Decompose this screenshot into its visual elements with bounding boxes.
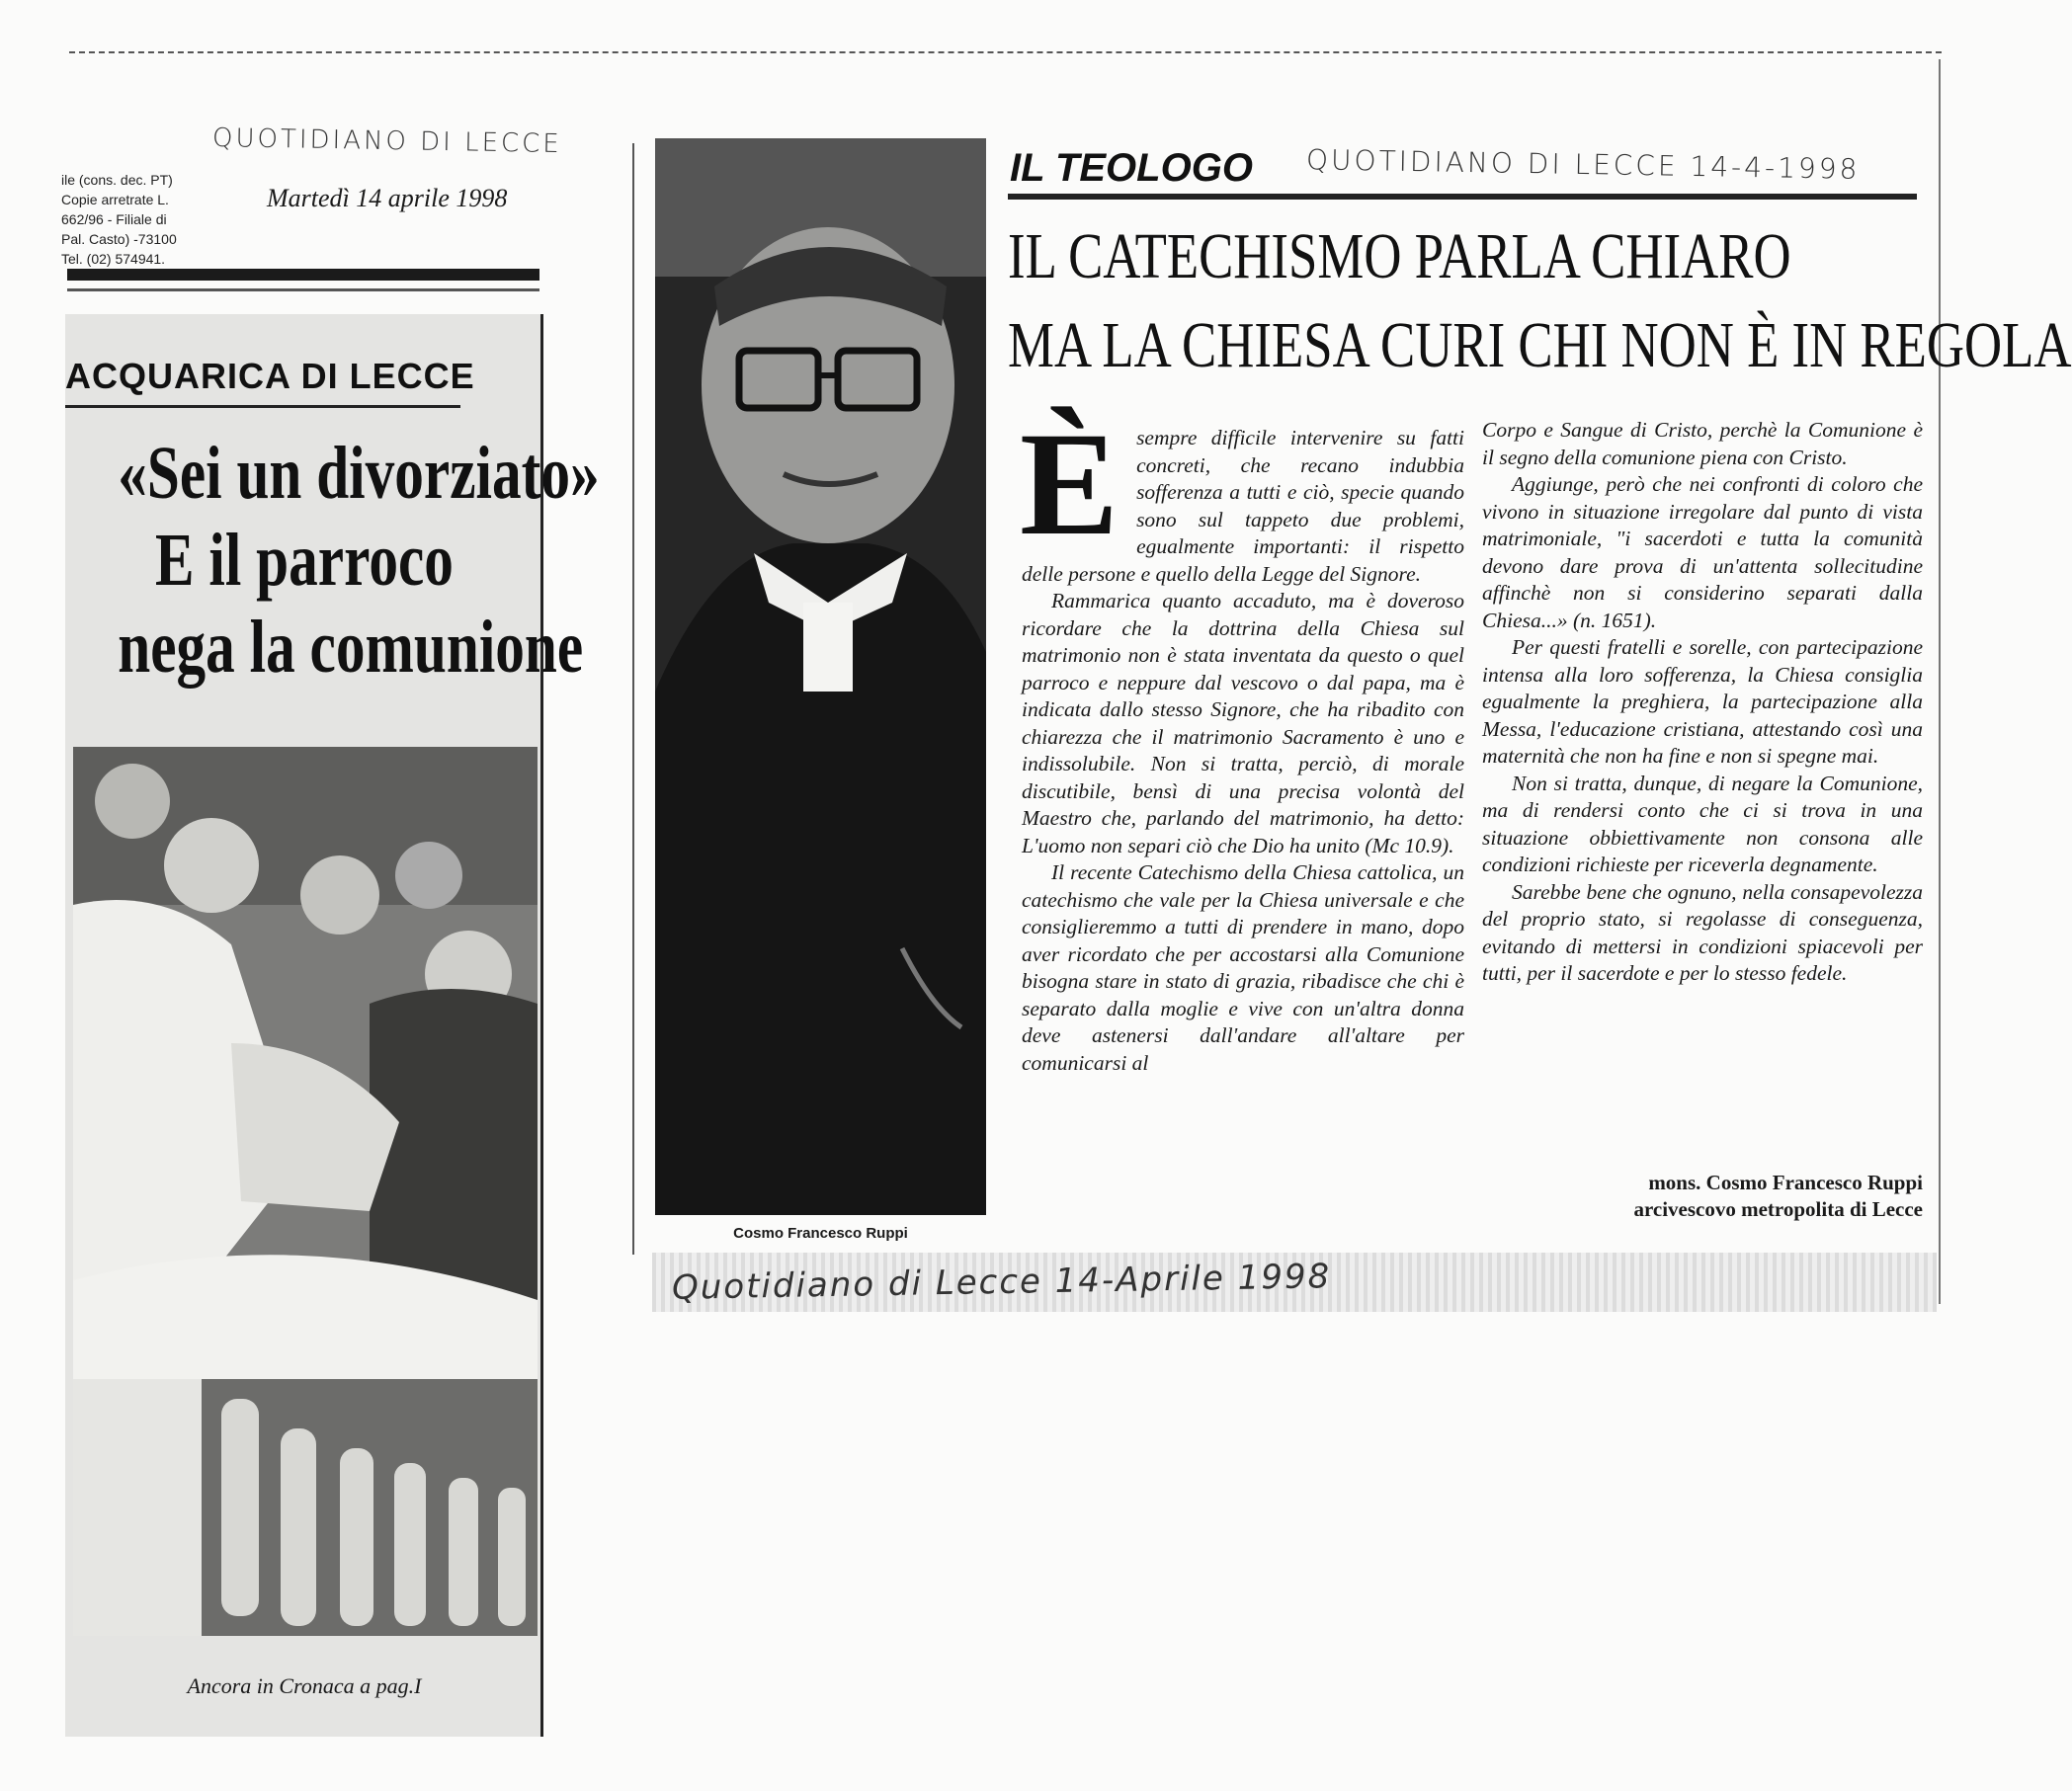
imprint-line: Pal. Casto) -73100 [61,231,177,247]
section-rule [1008,194,1917,200]
archbishop-portrait [655,138,986,1215]
communion-photo [73,747,538,1636]
masthead-rule [67,269,539,281]
headline-line-2: E il parroco [155,519,454,602]
article-paragraph: Il recente Catechismo della Chiesa cattolica, un catechismo che vale per la Chiesa universale e che consiglieremmo a tutti di prendere in mano, dopo aver ricordato che per accostarsi alla Comunione bisogna stare in stato di grazia, ribadisce che chi è separato dalla moglie e vive con un'altra donna deve astenersi dall'andare all'altare per comunicarsi al [1022,860,1464,1075]
masthead-rule-thin [67,288,539,291]
article-paragraph: Aggiunge, però che nei confronti di coloro che vivono in situazione irregolare dal punto di vista matrimoniale, "i sacerdoti e tutta la comunità devono dare prova di un'attenta sollecitudine affinchè non si considerino separati dalla Chiesa...» (n. 1651). [1482,472,1923,632]
masthead-imprint [61,170,209,269]
imprint-line: Tel. (02) 574941. [61,251,166,267]
author-name: mons. Cosmo Francesco Ruppi [1648,1171,1923,1194]
headline-line-3: nega la comunione [118,606,584,689]
handwritten-source-bottom: Quotidiano di Lecce 14-Aprile 1998 [671,1257,1332,1308]
column-divider [632,143,634,1255]
imprint-line: Copie arretrate L. [61,192,169,207]
article-column-1 [1020,402,1464,1225]
portrait-illustration [655,138,986,1215]
kicker-rule [65,405,460,408]
article-paragraph: sempre difficile intervenire su fatti concreti, che recano indubbia sofferenza a tutti e ciò, specie quando sono sul tappeto due problemi, egualmente importanti: il rispetto delle persone e quello della Legge del Signore. [1022,426,1464,586]
imprint-line: ile (cons. dec. PT) [61,172,173,188]
drop-cap: È [1020,402,1119,566]
article-paragraph: Rammarica quanto accaduto, ma è doveroso ricordare che la dottrina della Chiesa sul matrimonio non è stata inventata da questo o quel parroco e neppure dal vescovo o dal papa, ma è indicata dallo stesso Signore, che ha ribadito con chiarezza che il matrimonio Sacramento è uno e indissolubile. Non si tratta, perciò, di morale discutibile, bensì di una precisa volontà del Maestro che, parlando del matrimonio, ha detto: L'uomo non separi ciò che Dio ha unito (Mc 10.9). [1022,589,1464,857]
author-title: arcivescovo metropolita di Lecce [1633,1197,1923,1221]
location-kicker: ACQUARICA DI LECCE [65,356,475,396]
section-heading: IL TEOLOGO [1010,146,1253,190]
article-column-2 [1482,417,1923,1168]
left-news-clipping [65,314,600,1737]
article-paragraph: Per questi fratelli e sorelle, con partecipazione intensa alla loro sofferenza, la Chiesa consiglia egualmente la preghiera, la partecipazione alla Messa, l'educazione cristiana, attestando così una maternità che non ha fine e non si spegne mai. [1482,635,1923,768]
issue-date: Martedì 14 aprile 1998 [267,184,508,212]
communion-photo-illustration [73,747,538,1636]
article-paragraph: Non si tratta, dunque, di negare la Comunione, ma di rendersi conto che ci si trova in una situazione obbiettivamente non consona alle condizioni richieste per riceverla degnamente. [1482,771,1923,876]
portrait-caption: Cosmo Francesco Ruppi [733,1225,908,1242]
imprint-line: 662/96 - Filiale di [61,211,167,227]
headline-line-1: «Sei un divorziato» [118,432,600,515]
handwritten-source-left: QUOTIDIANO DI LECCE [211,122,563,160]
handwritten-source-right: QUOTIDIANO DI LECCE 14-4-1998 [1305,143,1861,186]
article-title-line-1: IL CATECHISMO PARLA CHIARO [1008,220,1791,292]
scan-top-border [69,51,1942,53]
article-paragraph: Sarebbe bene che ognuno, nella consapevolezza del proprio stato, si regolasse di conseguenza, evitando di mettersi in condizioni spiacevoli per tutti, per il sacerdote e per lo stesso fedele. [1482,879,1923,985]
article-paragraph: Corpo e Sangue di Cristo, perchè la Comunione è il segno della comunione piena con Cristo. [1482,418,1923,469]
scan-right-edge [1939,59,1941,1304]
photo-caption-left: Ancora in Cronaca a pag.I [187,1673,422,1698]
article-title-line-2: MA LA CHIESA CURI CHI NON È IN REGOLA [1008,309,2072,381]
